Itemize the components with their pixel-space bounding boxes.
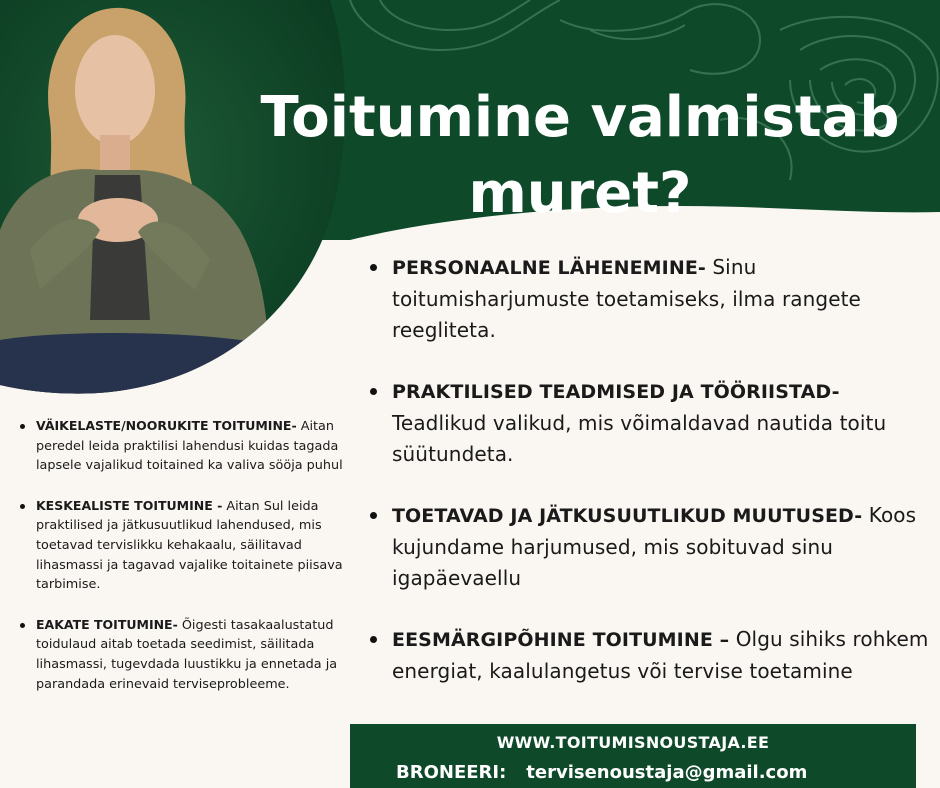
booking-line [396,762,807,783]
main-point-title: EESMÄRGIPÕHINE TOITUMINE – [392,629,730,651]
main-point [368,252,936,346]
website-link[interactable]: WWW.TOITUMISNOUSTAJA.EE [496,733,770,752]
headline-line-1: Toitumine valmistab [260,85,900,150]
main-point-title: TOETAVAD JA JÄTKUSUUTLIKUD MUUTUSED- [392,505,863,527]
book-label: BRONEERI: [396,762,507,783]
main-point-title: PRAKTILISED TEADMISED JA TÖÖRIISTAD- [392,381,840,403]
main-point-text: Teadlikud valikud, mis võimaldavad nautida toitu süütundeta. [392,411,887,466]
service-item [18,496,354,595]
email-link[interactable]: tervisenoustaja@gmail.com [526,762,808,783]
main-point-text: Olgu sihiks rohkem energiat, kaalulangetus või tervise toetamine [392,627,929,683]
main-point [368,500,936,594]
service-title: KESKEALISTE TOITUMINE - [36,497,223,513]
services-list [18,416,354,714]
service-title: VÄIKELASTE/NOORUKITE TOITUMINE- [36,418,297,433]
main-points-list [368,252,936,717]
main-point-text: Sinu toitumisharjumuste toetamiseks, ilma rangete reegliteta. [392,255,861,342]
main-point-text: Koos kujundame harjumused, mis sobituvad sinu igapäevaellu [392,503,917,590]
main-point [368,624,936,687]
headline [240,80,920,232]
main-point [368,376,936,470]
service-text: Õigesti tasakaalustatud toidulaud aitab toetada seedimist, säilitada lihasmassi, tugevdada luustikku ja ennetada ja parandada erinevaid terviseprobleeme. [36,617,338,692]
headline-line-2: muret? [468,161,692,226]
service-item [18,416,354,476]
main-point-title: PERSONAALNE LÄHENEMINE- [392,257,706,279]
service-item [18,615,354,694]
contact-bar [350,724,916,788]
service-text: Aitan peredel leida praktilisi lahendusi kuidas tagada lapsele vajalikud toitained ka valiva sööja puhul [36,419,343,474]
service-text: Aitan Sul leida praktilised ja jätkusuutlikud lahendused, mis toetavad tervislikku kehakaalu, säilitavad lihasmassi ja tagavad vajalike toitainete piisava tarbimise. [36,498,343,593]
service-title: EAKATE TOITUMINE- [36,616,178,632]
